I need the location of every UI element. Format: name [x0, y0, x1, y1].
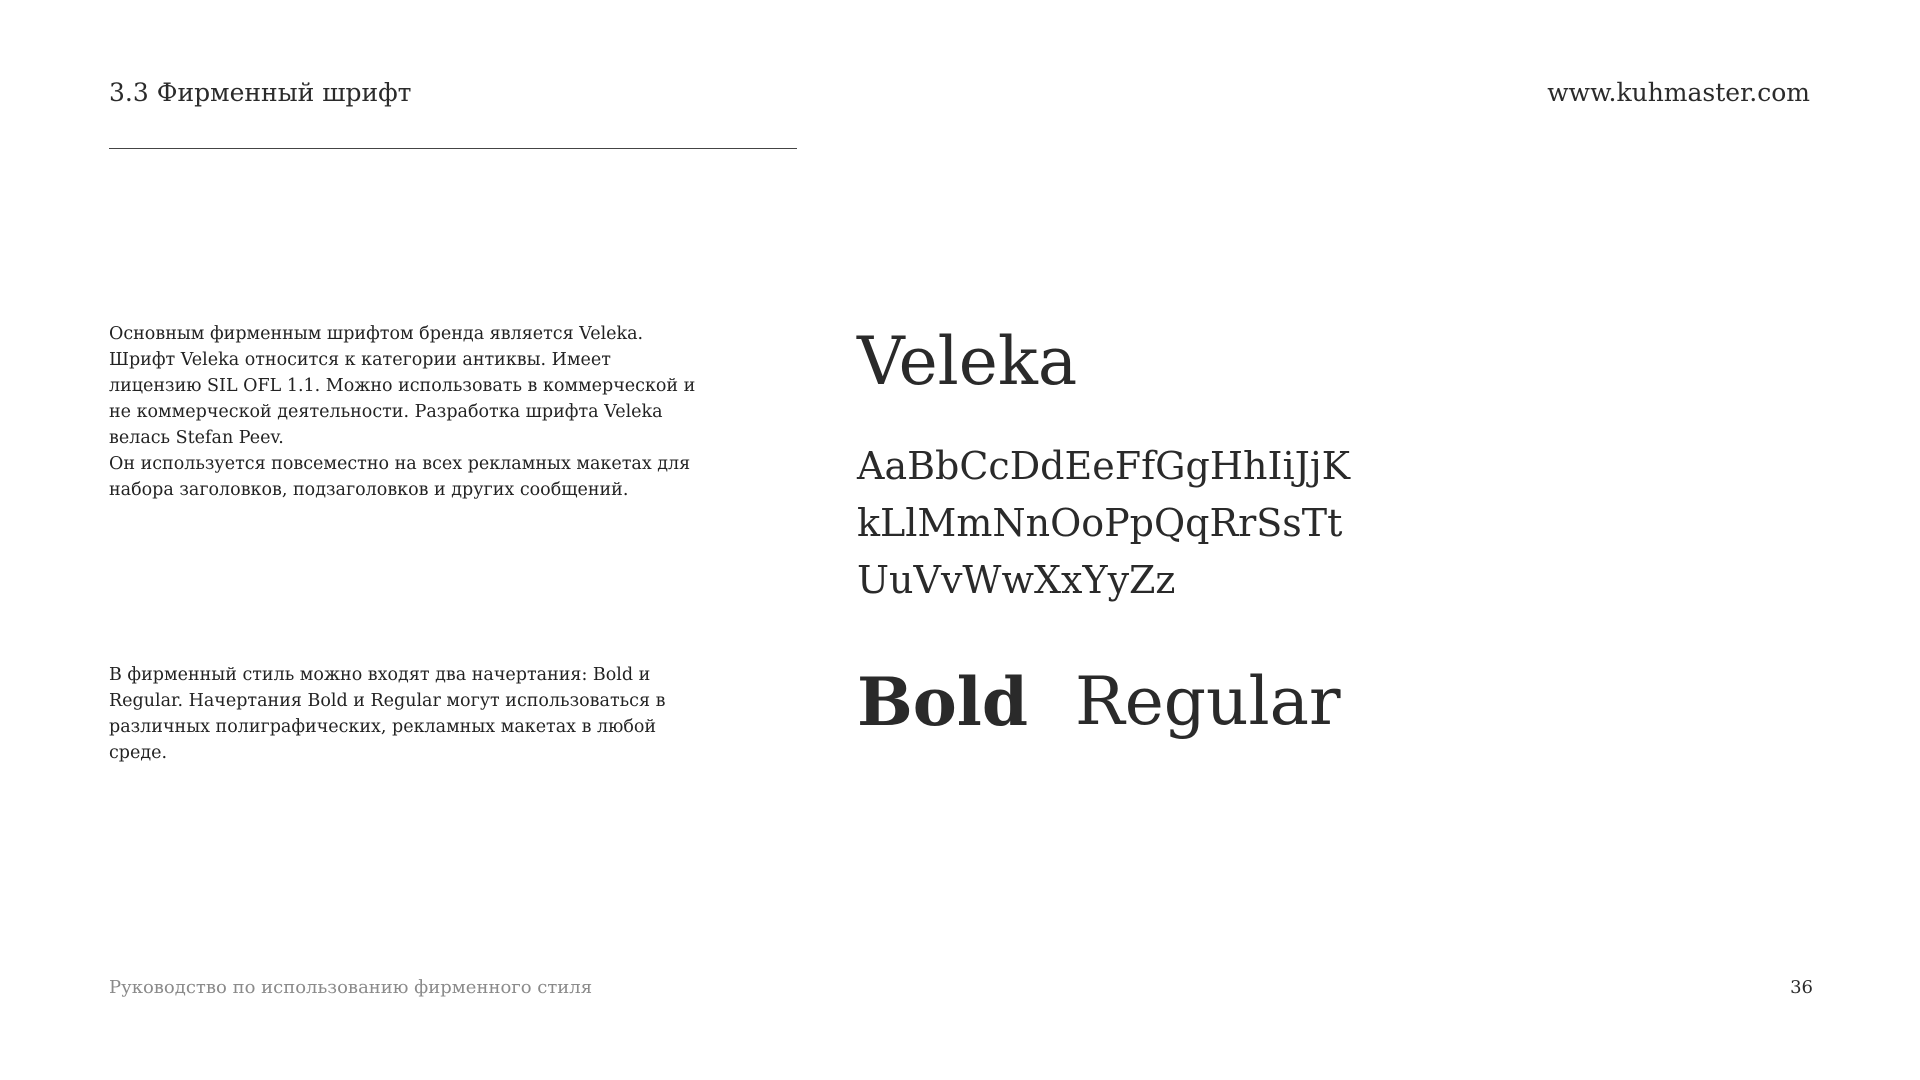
alphabet-line: AaBbCcDdEeFfGgHhIiJjK: [857, 444, 1351, 488]
description-line: лицензию SIL OFL 1.1. Можно использовать в коммерческой и: [109, 376, 696, 396]
font-name-specimen: Veleka: [857, 323, 1078, 400]
section-title: 3.3 Фирменный шрифт: [109, 78, 412, 107]
footer-guide-title: Руководство по использованию фирменного стиля: [109, 977, 593, 998]
description-line: Шрифт Veleka относится к категории антиквы. Имеет: [109, 350, 611, 370]
description-line: Regular. Начертания Bold и Regular могут использоваться в: [109, 691, 666, 711]
description-line: различных полиграфических, рекламных макетах в любой: [109, 717, 657, 737]
description-line: Основным фирменным шрифтом бренда является Veleka.: [109, 324, 644, 344]
description-line: набора заголовков, подзаголовков и других сообщений.: [109, 480, 629, 500]
description-line: В фирменный стиль можно входят два начертания: Bold и: [109, 665, 651, 685]
weights-description: [109, 662, 699, 766]
page-number: 36: [1790, 977, 1813, 998]
alphabet-specimen: [857, 438, 1350, 609]
description-line: среде.: [109, 743, 168, 763]
weight-bold-specimen: Bold: [857, 663, 1029, 741]
font-description: [109, 321, 699, 503]
alphabet-line: kLlMmNnOoPpQqRrSsTt: [857, 501, 1343, 545]
alphabet-line: UuVvWwXxYyZz: [857, 558, 1176, 602]
description-line: не коммерческой деятельности. Разработка шрифта Veleka: [109, 402, 663, 422]
description-line: велась Stefan Peev.: [109, 428, 284, 448]
header-divider: [109, 148, 797, 149]
description-line: Он используется повсеместно на всех рекламных макетах для: [109, 454, 691, 474]
site-url: www.kuhmaster.com: [1547, 78, 1810, 107]
weight-regular-specimen: Regular: [1075, 663, 1341, 740]
